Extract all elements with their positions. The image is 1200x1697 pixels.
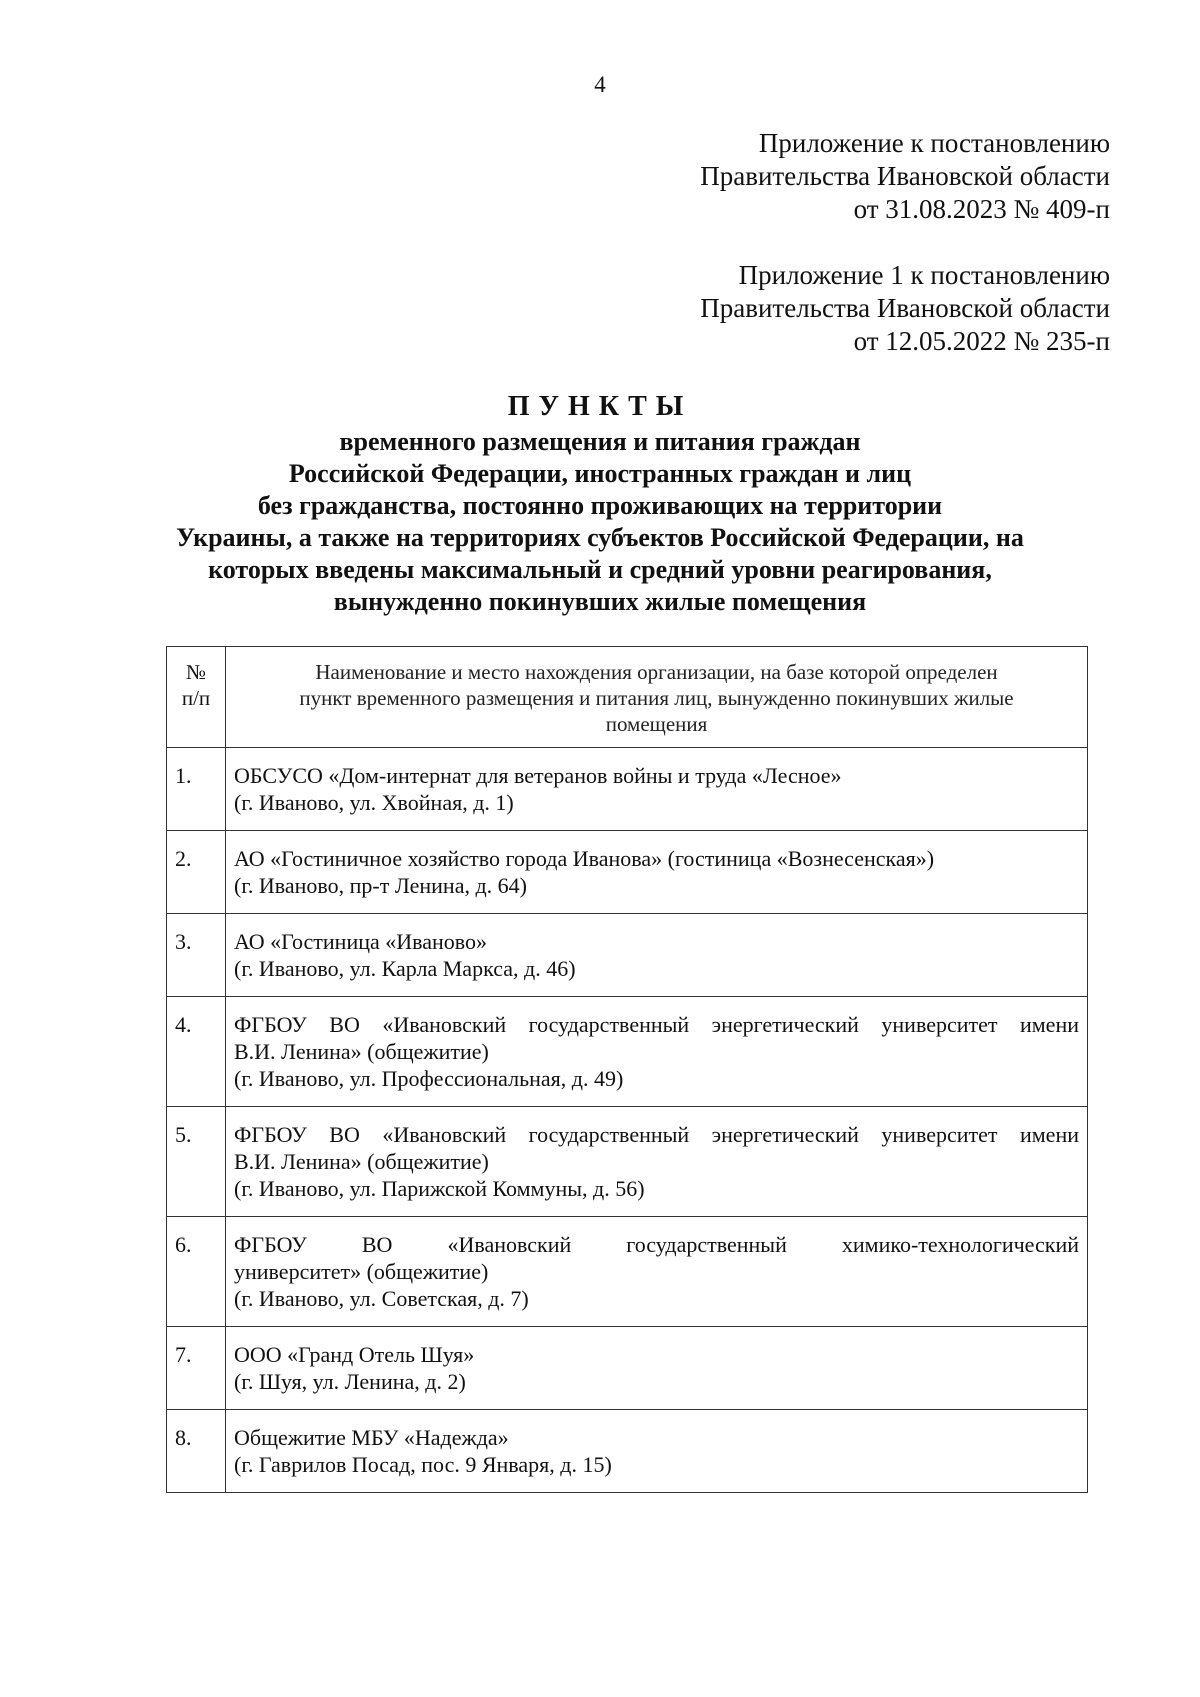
organization-address: (г. Иваново, ул. Хвойная, д. 1) — [234, 790, 514, 815]
organization-address: (г. Иваново, пр-т Ленина, д. 64) — [234, 873, 527, 898]
organization-name-continued: В.И. Ленина» (общежитие) — [234, 1039, 489, 1064]
organization-cell — [226, 831, 1088, 914]
organization-name: ОБСУСО «Дом-интернат для ветеранов войны и труда «Лесное» — [234, 763, 842, 788]
appendix-reference-previous — [700, 259, 1110, 358]
organization-cell — [226, 1217, 1088, 1327]
row-number: 7. — [167, 1327, 226, 1410]
subtitle-line: Украины, а также на территориях субъектов Российской Федерации, на — [176, 523, 1024, 552]
row-number: 4. — [167, 997, 226, 1107]
row-number: 1. — [167, 748, 226, 831]
appendix-reference-current — [700, 127, 1110, 226]
header-name-line: Наименование и место нахождения организации, на базе которой определен — [315, 660, 998, 684]
table-row — [167, 1107, 1088, 1217]
title-main: ПУНКТЫ — [507, 391, 693, 422]
organization-name: АО «Гостиница «Иваново» — [234, 929, 488, 954]
table-header-row — [167, 647, 1088, 748]
appendix-line: Приложение 1 к постановлению — [738, 260, 1110, 290]
organization-address: (г. Гаврилов Посад, пос. 9 Января, д. 15) — [234, 1452, 612, 1477]
appendix-date-number: от 31.08.2023 № 409-п — [853, 194, 1110, 224]
row-number: 3. — [167, 914, 226, 997]
organization-cell — [226, 997, 1088, 1107]
organization-address: (г. Иваново, ул. Профессиональная, д. 49) — [234, 1066, 624, 1091]
header-name-line: помещения — [605, 712, 708, 736]
organization-name: Общежитие МБУ «Надежда» — [234, 1425, 509, 1450]
table-row — [167, 831, 1088, 914]
row-number: 6. — [167, 1217, 226, 1327]
appendix-line: Правительства Ивановской области — [700, 161, 1110, 191]
table-row — [167, 997, 1088, 1107]
table-row — [167, 1327, 1088, 1410]
row-number: 8. — [167, 1410, 226, 1493]
organization-name: ООО «Гранд Отель Шуя» — [234, 1342, 475, 1367]
subtitle-line: без гражданства, постоянно проживающих на территории — [257, 491, 943, 520]
organization-name: АО «Гостиничное хозяйство города Иванова» (гостиница «Вознесенская») — [234, 846, 935, 871]
subtitle-line: временного размещения и питания граждан — [339, 427, 861, 456]
organization-cell — [226, 1410, 1088, 1493]
header-number-symbol: № — [185, 660, 207, 684]
table-row — [167, 1410, 1088, 1493]
placement-points-table — [166, 646, 1088, 1493]
appendix-date-number: от 12.05.2022 № 235-п — [853, 326, 1110, 356]
header-name-cell — [226, 647, 1088, 748]
table-row — [167, 1217, 1088, 1327]
subtitle-line: вынужденно покинувших жилые помещения — [333, 587, 867, 616]
organization-cell — [226, 914, 1088, 997]
title-subtitle — [150, 426, 1050, 618]
table-row — [167, 914, 1088, 997]
organization-address: (г. Иваново, ул. Парижской Коммуны, д. 56) — [234, 1176, 645, 1201]
organization-address: (г. Иваново, ул. Карла Маркса, д. 46) — [234, 956, 576, 981]
header-number-label: п/п — [181, 686, 211, 710]
header-number-cell — [167, 647, 226, 748]
organization-cell — [226, 748, 1088, 831]
organization-address: (г. Шуя, ул. Ленина, д. 2) — [234, 1369, 466, 1394]
page-number: 4 — [594, 72, 606, 97]
subtitle-line: которых введены максимальный и средний уровни реагирования, — [208, 555, 992, 584]
document-title — [150, 390, 1050, 618]
appendix-line: Приложение к постановлению — [758, 128, 1110, 158]
table-row — [167, 748, 1088, 831]
header-name-line: пункт временного размещения и питания лиц, вынужденно покинувших жилые — [299, 686, 1014, 710]
subtitle-line: Российской Федерации, иностранных граждан и лиц — [288, 459, 912, 488]
row-number: 5. — [167, 1107, 226, 1217]
row-number: 2. — [167, 831, 226, 914]
organization-name: ФГБОУ ВО «Ивановский государственный энергетический университет имени — [234, 1122, 1079, 1147]
organization-address: (г. Иваново, ул. Советская, д. 7) — [234, 1286, 529, 1311]
organization-name: ФГБОУ ВО «Ивановский государственный химико-технологический — [234, 1232, 1079, 1257]
appendix-line: Правительства Ивановской области — [700, 293, 1110, 323]
organization-name: ФГБОУ ВО «Ивановский государственный энергетический университет имени — [234, 1012, 1079, 1037]
organization-name-continued: В.И. Ленина» (общежитие) — [234, 1149, 489, 1174]
organization-cell — [226, 1327, 1088, 1410]
organization-name-continued: университет» (общежитие) — [234, 1259, 489, 1284]
organization-cell — [226, 1107, 1088, 1217]
